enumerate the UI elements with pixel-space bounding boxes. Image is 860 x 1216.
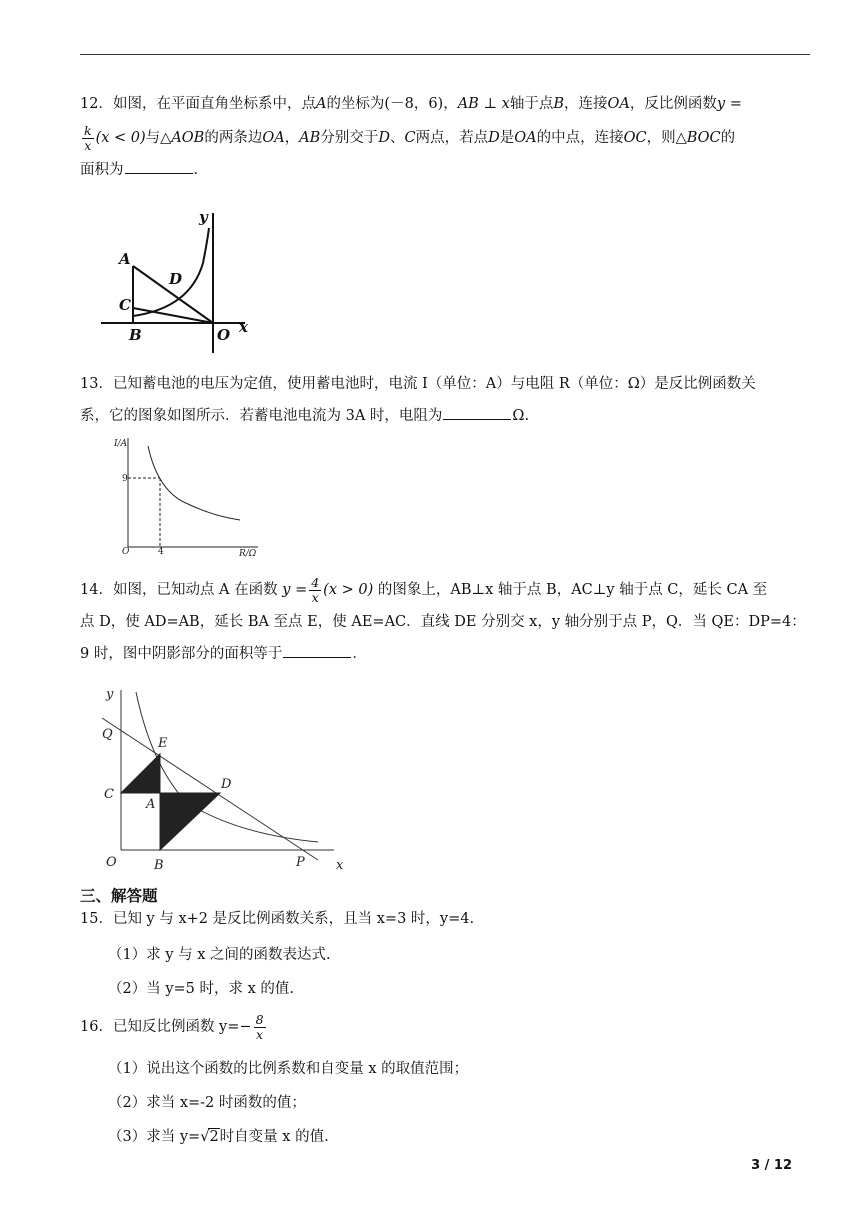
question-16-part-2: （2）求当 x=-2 时函数的值；	[108, 1095, 306, 1111]
question-16-part-3: （3）求当 y=√2时自变量 x 的值.	[108, 1129, 329, 1145]
fraction-4-over-x: $\frac{4}{x}$	[311, 574, 320, 605]
svg-text:x: x	[239, 318, 248, 336]
question-16: 16．已知反比例函数 y=− $\frac{8}{x}$	[80, 1011, 264, 1042]
svg-text:O: O	[122, 547, 130, 557]
svg-text:O: O	[217, 326, 231, 344]
question-13: 13．已知蓄电池的电压为定值，使用蓄电池时，电流 I（单位：A）与电阻 R（单位：Ω）是反比例函数关 系，它的图象如图所示．若蓄电池电流为 3A 时，电阻为 Ω.	[80, 376, 756, 424]
header-rule	[80, 54, 810, 55]
svg-text:y: y	[106, 687, 114, 702]
svg-text:B: B	[154, 858, 164, 873]
figure-q14	[96, 684, 356, 876]
question-12: 12．如图，在平面直角坐标系中，点A的坐标为(－8，6)，AB ⊥ x轴于点B，连接OA，反比例函数y = $\frac{k}{x}$ (x < 0)与△AOB的两条边OA，AB分别交于D、C两点，若点D是OA的中点，连接OC，则△BOC的 面积为 ．	[80, 96, 742, 178]
figure-q13	[108, 432, 268, 562]
svg-text:A: A	[119, 250, 131, 268]
svg-text:A: A	[146, 797, 156, 812]
fraction-8-over-x: $\frac{8}{x}$	[255, 1011, 264, 1042]
svg-text:x: x	[336, 858, 344, 873]
fraction-k-over-x: $\frac{k}{x}$	[84, 122, 92, 153]
svg-text:9: 9	[122, 474, 128, 484]
svg-text:C: C	[119, 296, 131, 314]
svg-text:D: D	[169, 270, 183, 288]
svg-text:E: E	[158, 736, 168, 751]
question-15-part-1: （1）求 y 与 x 之间的函数表达式.	[108, 947, 331, 963]
question-16-part-1: （1）说出这个函数的比例系数和自变量 x 的取值范围；	[108, 1061, 469, 1077]
answer-blank-14[interactable]	[283, 643, 351, 658]
page-number: 3 / 12	[751, 1158, 792, 1173]
svg-text:C: C	[104, 787, 114, 802]
svg-text:4: 4	[158, 547, 164, 557]
svg-text:P: P	[296, 855, 305, 870]
figure-q12	[95, 208, 265, 358]
section-heading: 三、解答题	[80, 887, 158, 905]
svg-text:y: y	[199, 208, 208, 226]
question-15: 15．已知 y 与 x+2 是反比例函数关系，且当 x=3 时，y=4.	[80, 911, 475, 927]
answer-blank-13[interactable]	[443, 405, 511, 420]
svg-text:D: D	[221, 777, 232, 792]
question-14: 14．如图，已知动点 A 在函数 y = $\frac{4}{x}$ (x > 0) 的图象上，AB⊥x 轴于点 B，AC⊥y 轴于点 C，延长 CA 至 点 D，使 AD=AB，延长 BA 至点 E，使 AE=AC．直线 DE 分别交 x，y 轴分别于点 P，Q．当 QE：DP=4： 9 时，图中阴影部分的面积等于 ．	[80, 574, 806, 662]
question-15-part-2: （2）当 y=5 时，求 x 的值.	[108, 981, 295, 997]
svg-text:R/Ω: R/Ω	[239, 549, 257, 559]
svg-text:Q: Q	[102, 727, 113, 742]
svg-text:B: B	[129, 326, 142, 344]
answer-blank-12[interactable]	[125, 159, 193, 174]
svg-text:I/A: I/A	[114, 439, 128, 449]
svg-text:O: O	[106, 855, 117, 870]
